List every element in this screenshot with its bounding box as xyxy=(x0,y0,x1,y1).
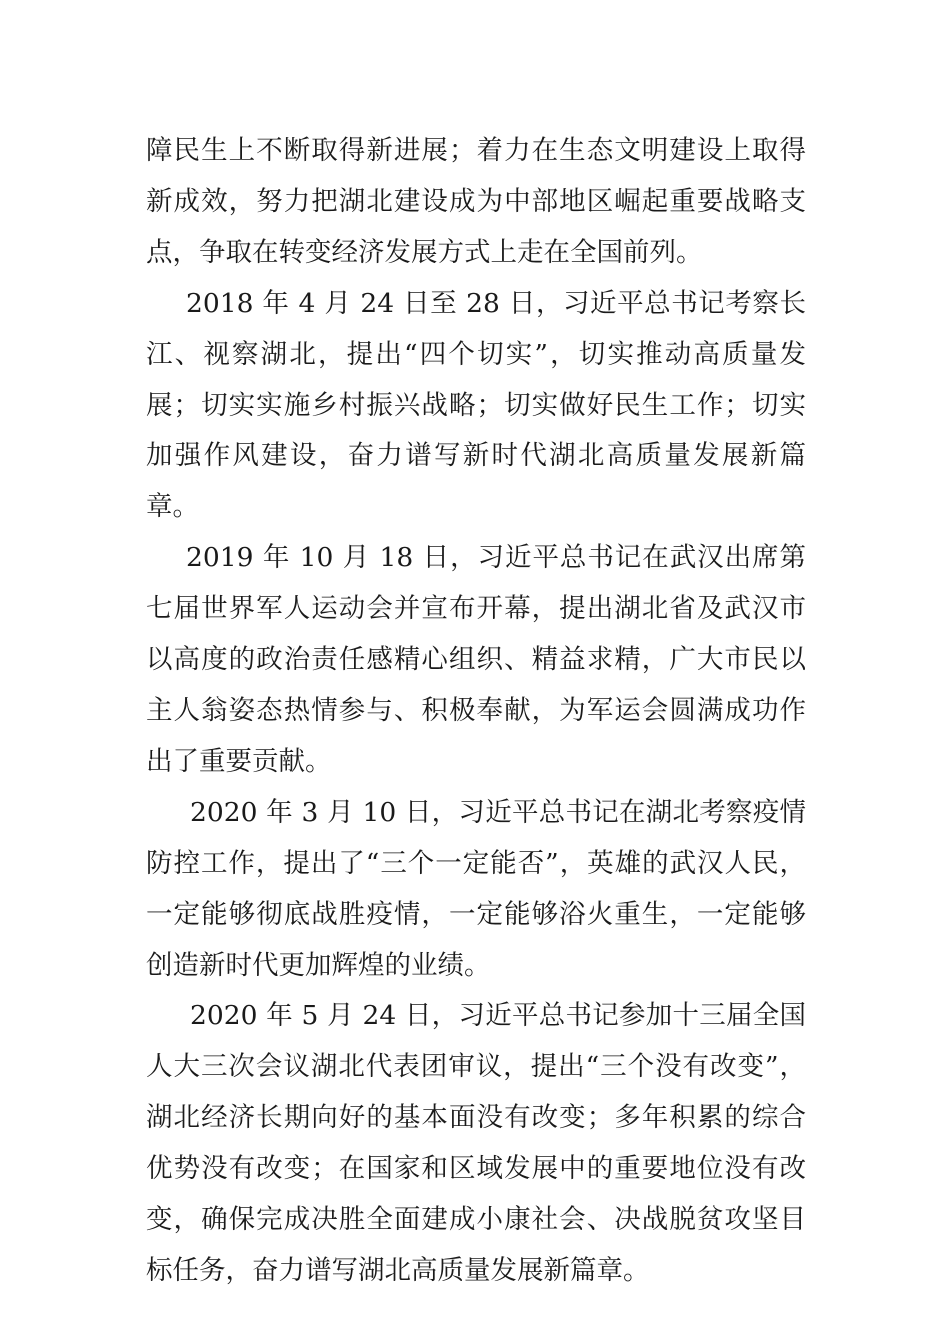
paragraph-2019: 2019 年 10 月 18 日，习近平总书记在武汉出席第七届世界军人运动会并宣布开幕，提出湖北省及武汉市以高度的政治责任感精心组织、精益求精，广大市民以主人翁姿态热情参与、积极奉献，为军运会圆满成功作出了重要贡献。 xyxy=(146,542,806,777)
paragraph-2018: 2018 年 4 月 24 日至 28 日，习近平总书记考察长江、视察湖北，提出“四个切实”，切实推动高质量发展；切实实施乡村振兴战略；切实做好民生工作；切实加强作风建设，奋力谱写新时代湖北高质量发展新篇章。 xyxy=(146,287,806,523)
paragraph-2020-march: 2020 年 3 月 10 日，习近平总书记在湖北考察疫情防控工作，提出了“三个一定能否”，英雄的武汉人民，一定能够彻底战胜疫情，一定能够浴火重生，一定能够创造新时代更加辉煌的业绩。 xyxy=(146,796,806,981)
paragraph-continuation: 障民生上不断取得新进展；着力在生态文明建设上取得新成效，努力把湖北建设成为中部地区崛起重要战略支点，争取在转变经济发展方式上走在全国前列。 xyxy=(146,135,806,268)
paragraph-2020-may: 2020 年 5 月 24 日，习近平总书记参加十三届全国人大三次会议湖北代表团审议，提出“三个没有改变”，湖北经济长期向好的基本面没有改变；多年积累的综合优势没有改变；在国家和区域发展中的重要地位没有改变，确保完成决胜全面建成小康社会、决战脱贫攻坚目标任务，奋力谱写湖北高质量发展新篇章。 xyxy=(146,1000,806,1286)
document-body xyxy=(146,126,806,1297)
